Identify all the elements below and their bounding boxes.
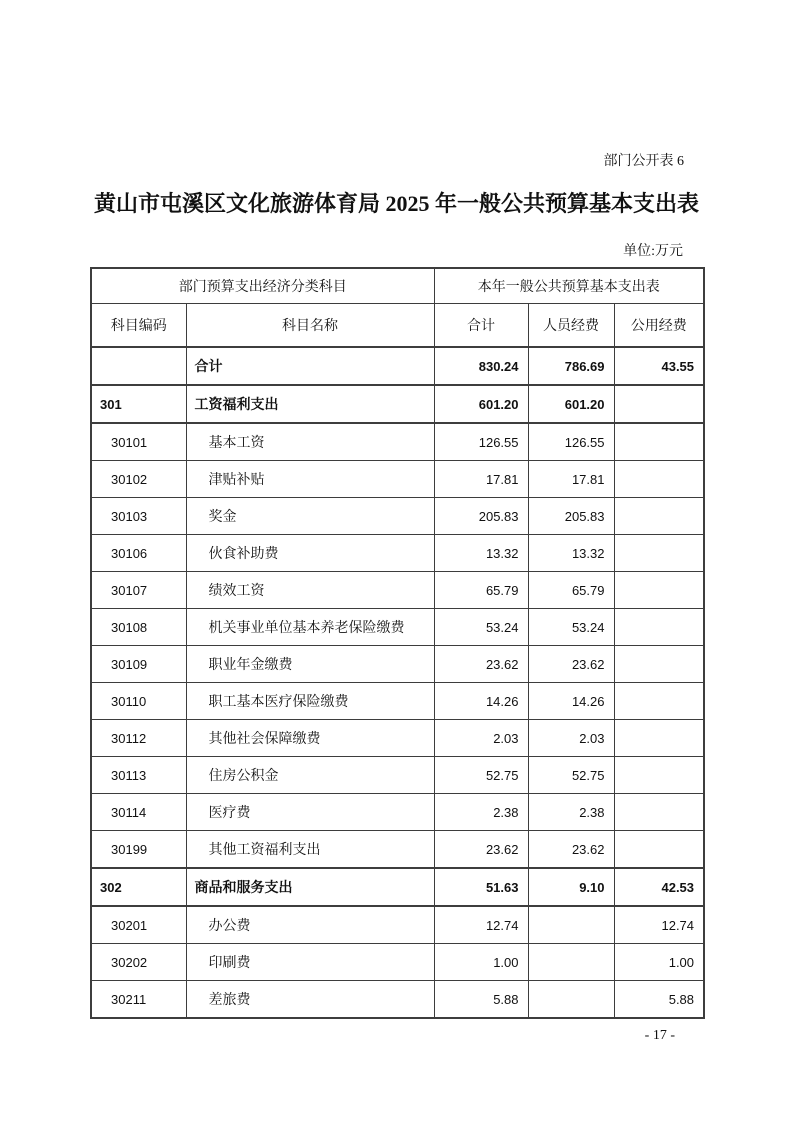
- cell-public-funds: [614, 498, 704, 535]
- cell-subject-code: 30109: [91, 646, 186, 683]
- cell-subject-name: 其他工资福利支出: [186, 831, 434, 869]
- cell-public-funds: [614, 794, 704, 831]
- cell-total: 52.75: [434, 757, 528, 794]
- cell-subject-name: 奖金: [186, 498, 434, 535]
- cell-subject-name: 津贴补贴: [186, 461, 434, 498]
- cell-personnel-funds: 2.38: [528, 794, 614, 831]
- table-row: [91, 535, 704, 572]
- budget-table: [90, 267, 705, 1019]
- cell-total: 12.74: [434, 906, 528, 944]
- cell-subject-code: 30106: [91, 535, 186, 572]
- table-row: [91, 646, 704, 683]
- cell-personnel-funds: [528, 981, 614, 1019]
- table-row: [91, 423, 704, 461]
- table-row: [91, 461, 704, 498]
- cell-personnel-funds: 52.75: [528, 757, 614, 794]
- table-body: [91, 347, 704, 1018]
- cell-subject-name: 商品和服务支出: [186, 868, 434, 906]
- cell-subject-code: 30112: [91, 720, 186, 757]
- cell-personnel-funds: 9.10: [528, 868, 614, 906]
- header-group-budget: 本年一般公共预算基本支出表: [434, 268, 704, 304]
- cell-subject-name: 机关事业单位基本养老保险缴费: [186, 609, 434, 646]
- cell-public-funds: [614, 461, 704, 498]
- cell-subject-name: 办公费: [186, 906, 434, 944]
- cell-subject-name: 其他社会保障缴费: [186, 720, 434, 757]
- cell-subject-code: 30202: [91, 944, 186, 981]
- cell-total: 830.24: [434, 347, 528, 385]
- cell-subject-code: [91, 347, 186, 385]
- table-row: [91, 683, 704, 720]
- cell-subject-code: 30102: [91, 461, 186, 498]
- table-row: [91, 944, 704, 981]
- cell-public-funds: [614, 572, 704, 609]
- cell-total: 1.00: [434, 944, 528, 981]
- cell-personnel-funds: 126.55: [528, 423, 614, 461]
- table-row: [91, 609, 704, 646]
- table-row: [91, 831, 704, 869]
- cell-subject-name: 工资福利支出: [186, 385, 434, 423]
- cell-subject-code: 30114: [91, 794, 186, 831]
- cell-total: 2.38: [434, 794, 528, 831]
- table-row: [91, 757, 704, 794]
- page-number: - 17 -: [644, 1028, 675, 1043]
- cell-subject-code: 30107: [91, 572, 186, 609]
- cell-total: 65.79: [434, 572, 528, 609]
- cell-public-funds: 1.00: [614, 944, 704, 981]
- cell-subject-code: 30199: [91, 831, 186, 869]
- cell-public-funds: [614, 683, 704, 720]
- table-row: [91, 347, 704, 385]
- table-header: [91, 268, 704, 347]
- cell-subject-name: 基本工资: [186, 423, 434, 461]
- cell-personnel-funds: [528, 906, 614, 944]
- cell-personnel-funds: [528, 944, 614, 981]
- col-header-name: 科目名称: [186, 304, 434, 348]
- cell-total: 51.63: [434, 868, 528, 906]
- cell-public-funds: [614, 831, 704, 869]
- cell-personnel-funds: 65.79: [528, 572, 614, 609]
- table-row: [91, 868, 704, 906]
- cell-subject-code: 30113: [91, 757, 186, 794]
- cell-public-funds: [614, 720, 704, 757]
- cell-subject-code: 30211: [91, 981, 186, 1019]
- cell-subject-name: 职工基本医疗保险缴费: [186, 683, 434, 720]
- cell-total: 2.03: [434, 720, 528, 757]
- cell-public-funds: [614, 646, 704, 683]
- cell-subject-code: 30110: [91, 683, 186, 720]
- cell-subject-name: 伙食补助费: [186, 535, 434, 572]
- table-row: [91, 794, 704, 831]
- cell-subject-name: 住房公积金: [186, 757, 434, 794]
- cell-personnel-funds: 23.62: [528, 831, 614, 869]
- cell-public-funds: 42.53: [614, 868, 704, 906]
- cell-subject-code: 30201: [91, 906, 186, 944]
- cell-subject-name: 医疗费: [186, 794, 434, 831]
- table-row: [91, 720, 704, 757]
- cell-personnel-funds: 13.32: [528, 535, 614, 572]
- cell-subject-code: 30108: [91, 609, 186, 646]
- cell-subject-name: 绩效工资: [186, 572, 434, 609]
- page-title: 黄山市屯溪区文化旅游体育局 2025 年一般公共预算基本支出表: [93, 191, 699, 216]
- cell-personnel-funds: 23.62: [528, 646, 614, 683]
- cell-total: 23.62: [434, 646, 528, 683]
- column-header-row: [91, 304, 704, 348]
- cell-subject-name: 印刷费: [186, 944, 434, 981]
- cell-personnel-funds: 205.83: [528, 498, 614, 535]
- header-group-subject: 部门预算支出经济分类科目: [91, 268, 434, 304]
- col-header-public: 公用经费: [614, 304, 704, 348]
- cell-personnel-funds: 14.26: [528, 683, 614, 720]
- cell-public-funds: 5.88: [614, 981, 704, 1019]
- cell-personnel-funds: 17.81: [528, 461, 614, 498]
- cell-subject-code: 30101: [91, 423, 186, 461]
- cell-public-funds: [614, 757, 704, 794]
- cell-total: 13.32: [434, 535, 528, 572]
- cell-total: 126.55: [434, 423, 528, 461]
- cell-public-funds: [614, 385, 704, 423]
- cell-personnel-funds: 601.20: [528, 385, 614, 423]
- col-header-total: 合计: [434, 304, 528, 348]
- cell-personnel-funds: 786.69: [528, 347, 614, 385]
- table-row: [91, 572, 704, 609]
- cell-public-funds: 12.74: [614, 906, 704, 944]
- cell-public-funds: [614, 609, 704, 646]
- table-row: [91, 906, 704, 944]
- col-header-personnel: 人员经费: [528, 304, 614, 348]
- cell-total: 17.81: [434, 461, 528, 498]
- table-row: [91, 385, 704, 423]
- cell-subject-name: 合计: [186, 347, 434, 385]
- cell-subject-name: 职业年金缴费: [186, 646, 434, 683]
- cell-personnel-funds: 2.03: [528, 720, 614, 757]
- cell-public-funds: 43.55: [614, 347, 704, 385]
- cell-total: 601.20: [434, 385, 528, 423]
- cell-total: 53.24: [434, 609, 528, 646]
- cell-total: 5.88: [434, 981, 528, 1019]
- table-row: [91, 498, 704, 535]
- cell-personnel-funds: 53.24: [528, 609, 614, 646]
- unit-label: 单位:万元: [623, 244, 683, 259]
- cell-subject-code: 30103: [91, 498, 186, 535]
- cell-total: 205.83: [434, 498, 528, 535]
- doc-sheet-label: 部门公开表 6: [603, 154, 684, 169]
- header-group-row: [91, 268, 704, 304]
- cell-public-funds: [614, 535, 704, 572]
- col-header-code: 科目编码: [91, 304, 186, 348]
- cell-subject-code: 302: [91, 868, 186, 906]
- cell-total: 14.26: [434, 683, 528, 720]
- table-row: [91, 981, 704, 1019]
- cell-total: 23.62: [434, 831, 528, 869]
- cell-subject-code: 301: [91, 385, 186, 423]
- cell-subject-name: 差旅费: [186, 981, 434, 1019]
- cell-public-funds: [614, 423, 704, 461]
